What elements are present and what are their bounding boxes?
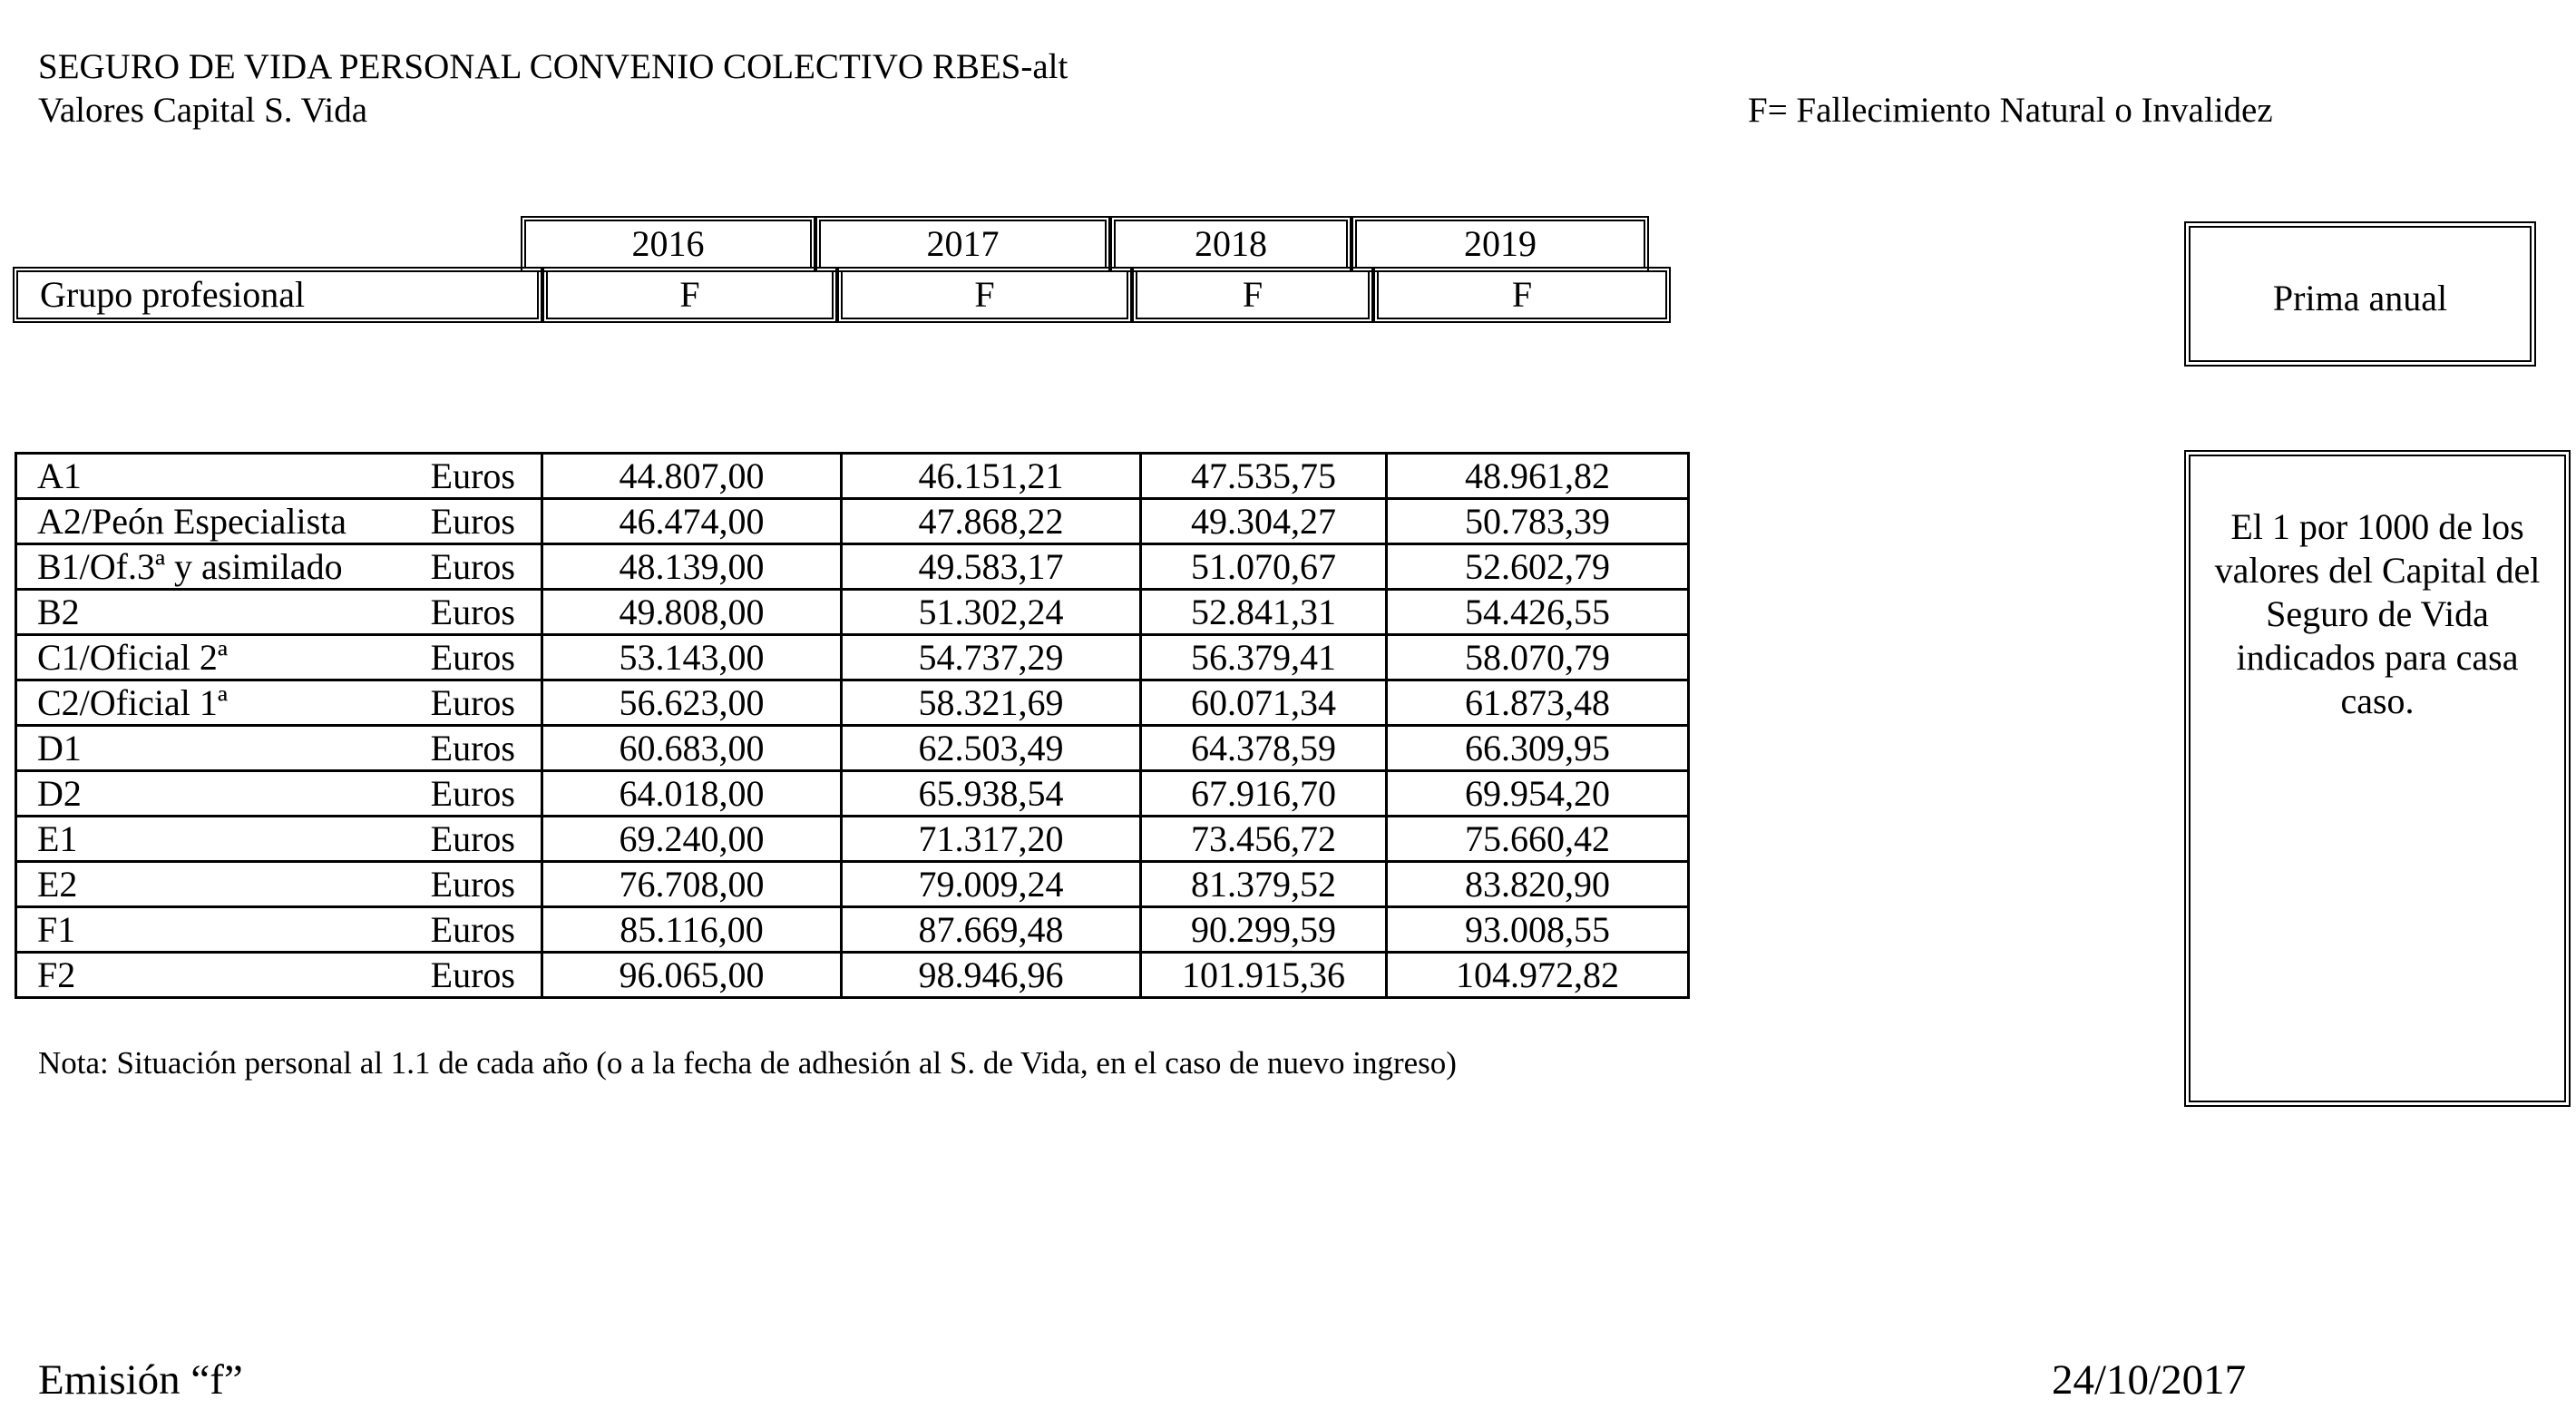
unit-label: Euros [430,637,515,678]
group-label: D1 [37,728,82,768]
years-header-table [521,216,1649,272]
group-label: E1 [37,818,78,859]
value-cell: 67.916,70 [1141,771,1387,817]
group-cell [16,726,542,771]
code-cell: F [837,267,1132,323]
unit-label: Euros [430,909,515,950]
prima-note-line: El 1 por 1000 de los [2230,506,2524,547]
value-cell: 69.240,00 [542,817,842,862]
group-label: F1 [37,909,76,950]
group-cell [16,680,542,726]
table-row [16,817,1689,862]
table-row [16,907,1689,953]
prima-note-line: valores del Capital del [2214,550,2541,591]
group-label: E2 [37,864,78,905]
group-cell [16,953,542,998]
group-label: B1/Of.3ª y asimilado [37,546,343,587]
code-cell: F [1132,267,1373,323]
year-cell: 2016 [521,216,815,272]
value-cell: 49.808,00 [542,590,842,635]
value-cell: 51.070,67 [1141,544,1387,590]
value-cell: 73.456,72 [1141,817,1387,862]
table-row [16,590,1689,635]
table-row [16,862,1689,907]
year-cell: 2017 [815,216,1110,272]
value-cell: 76.708,00 [542,862,842,907]
value-cell: 83.820,90 [1387,862,1689,907]
unit-label: Euros [430,728,515,768]
value-cell: 64.378,59 [1141,726,1387,771]
code-cell: F [542,267,837,323]
value-cell: 93.008,55 [1387,907,1689,953]
group-label: A2/Peón Especialista [37,501,347,542]
group-cell [16,499,542,544]
group-cell [16,635,542,680]
table-row [16,726,1689,771]
table-row [16,544,1689,590]
value-cell: 47.535,75 [1141,454,1387,499]
value-cell: 66.309,95 [1387,726,1689,771]
value-cell: 49.583,17 [842,544,1141,590]
group-label: D2 [37,773,82,814]
value-cell: 96.065,00 [542,953,842,998]
value-cell: 104.972,82 [1387,953,1689,998]
value-cell: 85.116,00 [542,907,842,953]
unit-label: Euros [430,592,515,632]
prima-note-box [2184,450,2571,1107]
value-cell: 51.302,24 [842,590,1141,635]
value-cell: 46.474,00 [542,499,842,544]
emission-date: 24/10/2017 [2052,1356,2247,1404]
table-row [16,953,1689,998]
value-cell: 44.807,00 [542,454,842,499]
value-cell: 49.304,27 [1141,499,1387,544]
value-cell: 48.139,00 [542,544,842,590]
value-cell: 75.660,42 [1387,817,1689,862]
value-cell: 81.379,52 [1141,862,1387,907]
prima-note-text [2191,505,2564,723]
group-label: B2 [37,592,80,632]
year-cell: 2019 [1351,216,1649,272]
group-code-row [13,267,1671,323]
group-label: A1 [37,455,82,496]
value-cell: 56.623,00 [542,680,842,726]
group-cell [16,817,542,862]
group-label: C1/Oficial 2ª [37,637,228,678]
value-cell: 101.915,36 [1141,953,1387,998]
group-cell [16,862,542,907]
footnote: Nota: Situación personal al 1.1 de cada año (o a la fecha de adhesión al S. de Vida, en el caso de nuevo ingreso) [38,1045,1457,1081]
group-cell [16,771,542,817]
group-cell [16,590,542,635]
group-cell [16,454,542,499]
unit-label: Euros [430,501,515,542]
legend-text: F= Fallecimiento Natural o Invalidez [1748,91,2273,130]
table-row [16,680,1689,726]
value-cell: 90.299,59 [1141,907,1387,953]
unit-label: Euros [430,455,515,496]
table-row [16,499,1689,544]
value-cell: 62.503,49 [842,726,1141,771]
value-cell: 71.317,20 [842,817,1141,862]
value-cell: 56.379,41 [1141,635,1387,680]
table-row [16,771,1689,817]
table-row [16,635,1689,680]
value-cell: 64.018,00 [542,771,842,817]
group-cell [16,907,542,953]
unit-label: Euros [430,682,515,723]
value-cell: 54.737,29 [842,635,1141,680]
prima-note-line: indicados para casa [2236,637,2519,678]
value-cell: 65.938,54 [842,771,1141,817]
unit-label: Euros [430,864,515,905]
unit-label: Euros [430,954,515,995]
group-label: C2/Oficial 1ª [37,682,228,723]
value-cell: 69.954,20 [1387,771,1689,817]
emission-label: Emisión “f” [38,1356,243,1404]
unit-label: Euros [430,546,515,587]
value-cell: 58.070,79 [1387,635,1689,680]
value-cell: 98.946,96 [842,953,1141,998]
value-cell: 60.683,00 [542,726,842,771]
group-cell [16,544,542,590]
group-header-label: Grupo profesional [13,267,542,323]
document-title: SEGURO DE VIDA PERSONAL CONVENIO COLECTIVO RBES-alt [38,47,1068,86]
prima-note-line: caso. [2340,680,2415,721]
value-cell: 47.868,22 [842,499,1141,544]
code-cell: F [1373,267,1671,323]
value-cell: 87.669,48 [842,907,1141,953]
value-cell: 60.071,34 [1141,680,1387,726]
capital-values-table [15,452,1690,999]
value-cell: 79.009,24 [842,862,1141,907]
year-cell: 2018 [1110,216,1351,272]
unit-label: Euros [430,773,515,814]
value-cell: 61.873,48 [1387,680,1689,726]
value-cell: 46.151,21 [842,454,1141,499]
value-cell: 50.783,39 [1387,499,1689,544]
value-cell: 52.602,79 [1387,544,1689,590]
value-cell: 52.841,31 [1141,590,1387,635]
prima-anual-box [2184,221,2536,367]
prima-note-line: Seguro de Vida [2266,593,2489,634]
value-cell: 53.143,00 [542,635,842,680]
value-cell: 48.961,82 [1387,454,1689,499]
prima-anual-label: Prima anual [2272,278,2448,318]
group-label: F2 [37,954,76,995]
value-cell: 54.426,55 [1387,590,1689,635]
value-cell: 58.321,69 [842,680,1141,726]
table-row [16,454,1689,499]
unit-label: Euros [430,818,515,859]
document-subtitle: Valores Capital S. Vida [38,91,368,130]
